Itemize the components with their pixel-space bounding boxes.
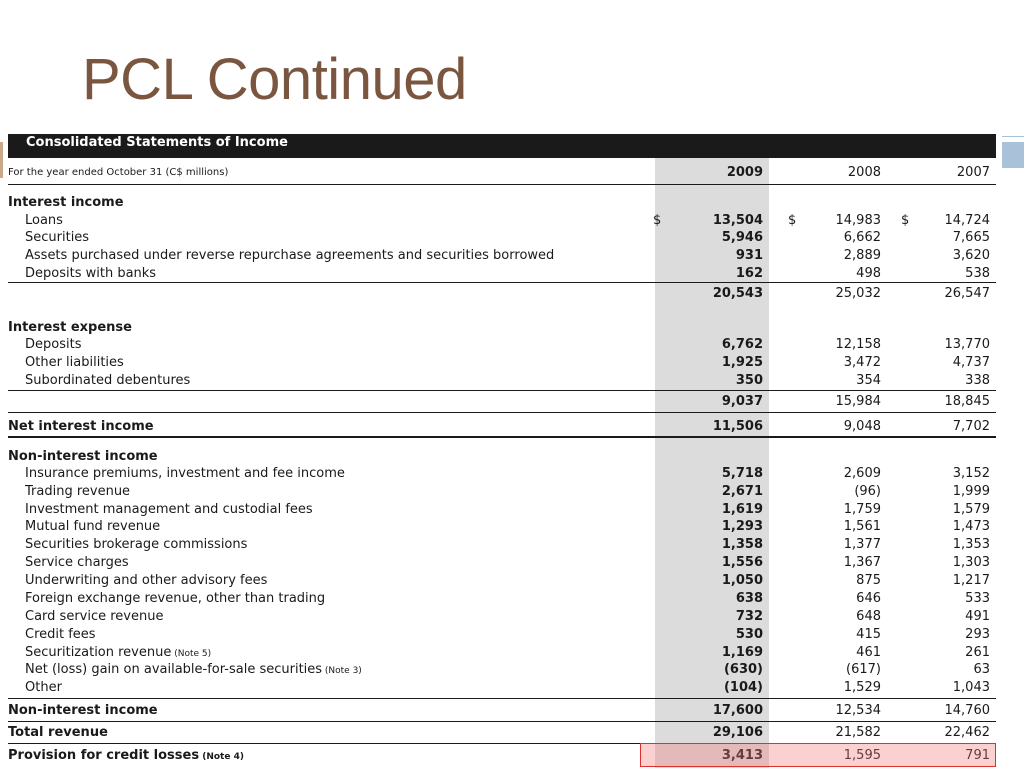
value-2007: 538 bbox=[965, 266, 990, 281]
value-2009: 6,762 bbox=[721, 337, 763, 352]
row-label: Card service revenue bbox=[25, 609, 164, 624]
value-2008: 12,158 bbox=[835, 337, 881, 352]
value-2009: 162 bbox=[735, 266, 763, 281]
value-2009: 2,671 bbox=[721, 484, 763, 499]
value-2007: 1,999 bbox=[952, 484, 990, 499]
value-2009: 1,358 bbox=[721, 537, 763, 552]
row-label: Interest expense bbox=[8, 320, 132, 335]
table-row bbox=[8, 194, 996, 212]
value-2007: 338 bbox=[965, 373, 990, 388]
value-2009: 5,946 bbox=[721, 230, 763, 245]
value-2008: 2,609 bbox=[843, 466, 881, 481]
row-label: Other liabilities bbox=[25, 355, 124, 370]
value-2008: 875 bbox=[856, 573, 881, 588]
income-statement-table bbox=[8, 134, 996, 768]
right-accent-line bbox=[1002, 136, 1024, 137]
value-2008: 1,595 bbox=[843, 748, 881, 763]
value-2007: 63 bbox=[973, 662, 990, 677]
value-2008: 1,561 bbox=[843, 519, 881, 534]
table-rule bbox=[8, 698, 996, 699]
value-2009: 3,413 bbox=[721, 748, 763, 763]
table-rule bbox=[8, 282, 996, 283]
row-label: Deposits bbox=[25, 337, 82, 352]
table-row bbox=[8, 285, 996, 303]
table-row bbox=[8, 661, 996, 679]
year-header-2008: 2008 bbox=[847, 165, 881, 180]
row-label: Other bbox=[25, 680, 62, 695]
table-row bbox=[8, 247, 996, 265]
value-2007: 791 bbox=[965, 748, 990, 763]
row-label: Underwriting and other advisory fees bbox=[25, 573, 268, 588]
value-2009: 9,037 bbox=[721, 394, 763, 409]
value-2007: 3,620 bbox=[952, 248, 990, 263]
currency-symbol: $ bbox=[653, 213, 662, 228]
value-2007: 14,724 bbox=[944, 213, 990, 228]
value-2009: 638 bbox=[735, 591, 763, 606]
year-header-2009: 2009 bbox=[726, 165, 763, 180]
value-2009: 1,050 bbox=[721, 573, 763, 588]
left-accent-bar bbox=[0, 142, 3, 178]
row-label: Subordinated debentures bbox=[25, 373, 191, 388]
value-2007: 18,845 bbox=[944, 394, 990, 409]
value-2007: 26,547 bbox=[944, 286, 990, 301]
table-heading: Consolidated Statements of Income bbox=[8, 134, 996, 158]
table-row bbox=[8, 354, 996, 372]
table-rule bbox=[8, 721, 996, 722]
value-2008: 646 bbox=[856, 591, 881, 606]
value-2008: 498 bbox=[856, 266, 881, 281]
table-row bbox=[8, 483, 996, 501]
table-row bbox=[8, 644, 996, 662]
value-2008: 6,662 bbox=[843, 230, 881, 245]
value-2007: 1,303 bbox=[952, 555, 990, 570]
row-label: Mutual fund revenue bbox=[25, 519, 161, 534]
value-2008: 25,032 bbox=[835, 286, 881, 301]
table-rule bbox=[8, 436, 996, 438]
value-2007: 22,462 bbox=[944, 725, 990, 740]
value-2007: 1,579 bbox=[952, 502, 990, 517]
value-2009: 732 bbox=[735, 609, 763, 624]
year-header-row bbox=[8, 164, 996, 182]
table-row bbox=[8, 465, 996, 483]
row-label: Non-interest income bbox=[8, 703, 158, 718]
value-2007: 491 bbox=[965, 609, 990, 624]
value-2008: 1,759 bbox=[843, 502, 881, 517]
table-row bbox=[8, 572, 996, 590]
value-2009: 350 bbox=[735, 373, 763, 388]
currency-symbol: $ bbox=[788, 213, 797, 228]
value-2009: 1,619 bbox=[721, 502, 763, 517]
table-row bbox=[8, 336, 996, 354]
table-row bbox=[8, 590, 996, 608]
table-row bbox=[8, 626, 996, 644]
table-rule bbox=[8, 390, 996, 391]
table-row bbox=[8, 702, 996, 720]
value-2007: 261 bbox=[965, 645, 990, 660]
table-row bbox=[8, 679, 996, 697]
value-2009: 13,504 bbox=[712, 213, 763, 228]
value-2009: 1,169 bbox=[721, 645, 763, 660]
note-ref: (Note 3) bbox=[322, 666, 362, 676]
value-2008: 2,889 bbox=[843, 248, 881, 263]
value-2007: 7,702 bbox=[952, 419, 990, 434]
year-header-2007: 2007 bbox=[956, 165, 990, 180]
value-2007: 7,665 bbox=[952, 230, 990, 245]
value-2009: (104) bbox=[723, 680, 763, 695]
table-row bbox=[8, 229, 996, 247]
row-label: Assets purchased under reverse repurchase agreements and securities borrowed bbox=[25, 248, 555, 263]
table-row bbox=[8, 518, 996, 536]
value-2007: 13,770 bbox=[944, 337, 990, 352]
value-2008: 461 bbox=[856, 645, 881, 660]
note-ref: (Note 5) bbox=[171, 649, 212, 659]
row-label: Investment management and custodial fees bbox=[25, 502, 313, 517]
table-rule bbox=[8, 184, 996, 185]
table-row bbox=[8, 319, 996, 337]
row-label: Securities bbox=[25, 230, 90, 245]
value-2009: 1,556 bbox=[721, 555, 763, 570]
table-row bbox=[8, 265, 996, 283]
row-label: Foreign exchange revenue, other than trading bbox=[25, 591, 326, 606]
value-2008: 3,472 bbox=[843, 355, 881, 370]
row-label: Total revenue bbox=[8, 725, 108, 740]
value-2009: 5,718 bbox=[721, 466, 763, 481]
table-row bbox=[8, 212, 996, 230]
value-2009: 530 bbox=[735, 627, 763, 642]
value-2009: 931 bbox=[735, 248, 763, 263]
row-label: Securitization revenue (Note 5) bbox=[25, 645, 212, 660]
value-2007: 3,152 bbox=[952, 466, 990, 481]
row-label: Provision for credit losses (Note 4) bbox=[8, 748, 244, 763]
table-row bbox=[8, 372, 996, 390]
value-2009: (630) bbox=[723, 662, 763, 677]
value-2008: 415 bbox=[856, 627, 881, 642]
table-row bbox=[8, 724, 996, 742]
table-row bbox=[8, 608, 996, 626]
row-label: Non-interest income bbox=[8, 449, 158, 464]
right-accent-square bbox=[1002, 142, 1024, 168]
row-label: Service charges bbox=[25, 555, 129, 570]
table-row bbox=[8, 448, 996, 466]
note-ref: (Note 4) bbox=[199, 752, 244, 762]
value-2008: 1,367 bbox=[843, 555, 881, 570]
value-2009: 17,600 bbox=[712, 703, 763, 718]
row-label: Trading revenue bbox=[25, 484, 131, 499]
value-2008: 1,529 bbox=[843, 680, 881, 695]
value-2008: 12,534 bbox=[835, 703, 881, 718]
value-2008: (96) bbox=[854, 484, 881, 499]
value-2007: 4,737 bbox=[952, 355, 990, 370]
table-row bbox=[8, 418, 996, 436]
value-2009: 20,543 bbox=[712, 286, 763, 301]
row-label: Credit fees bbox=[25, 627, 96, 642]
row-label: Loans bbox=[25, 213, 63, 228]
value-2009: 29,106 bbox=[712, 725, 763, 740]
value-2008: 1,377 bbox=[843, 537, 881, 552]
value-2009: 1,925 bbox=[721, 355, 763, 370]
row-label: Securities brokerage commissions bbox=[25, 537, 248, 552]
value-2008: 14,983 bbox=[835, 213, 881, 228]
value-2007: 293 bbox=[965, 627, 990, 642]
row-label: Interest income bbox=[8, 195, 124, 210]
row-label: Deposits with banks bbox=[25, 266, 157, 281]
table-row bbox=[8, 554, 996, 572]
table-caption: For the year ended October 31 (C$ millions) bbox=[8, 167, 229, 178]
value-2007: 533 bbox=[965, 591, 990, 606]
table-row bbox=[8, 536, 996, 554]
value-2008: (617) bbox=[846, 662, 881, 677]
table-rule bbox=[8, 412, 996, 413]
row-label: Net (loss) gain on available-for-sale securities (Note 3) bbox=[25, 662, 362, 677]
pcl-highlight-box bbox=[640, 743, 996, 767]
value-2007: 1,473 bbox=[952, 519, 990, 534]
value-2009: 1,293 bbox=[721, 519, 763, 534]
slide-title: PCL Continued bbox=[82, 47, 467, 112]
value-2008: 648 bbox=[856, 609, 881, 624]
value-2007: 1,043 bbox=[952, 680, 990, 695]
value-2007: 14,760 bbox=[944, 703, 990, 718]
value-2008: 354 bbox=[856, 373, 881, 388]
value-2008: 9,048 bbox=[843, 419, 881, 434]
table-row bbox=[8, 501, 996, 519]
row-label: Insurance premiums, investment and fee income bbox=[25, 466, 345, 481]
value-2009: 11,506 bbox=[712, 419, 763, 434]
table-row bbox=[8, 393, 996, 411]
row-label: Net interest income bbox=[8, 419, 154, 434]
value-2008: 15,984 bbox=[835, 394, 881, 409]
value-2007: 1,217 bbox=[952, 573, 990, 588]
value-2008: 21,582 bbox=[835, 725, 881, 740]
currency-symbol: $ bbox=[901, 213, 910, 228]
value-2007: 1,353 bbox=[952, 537, 990, 552]
